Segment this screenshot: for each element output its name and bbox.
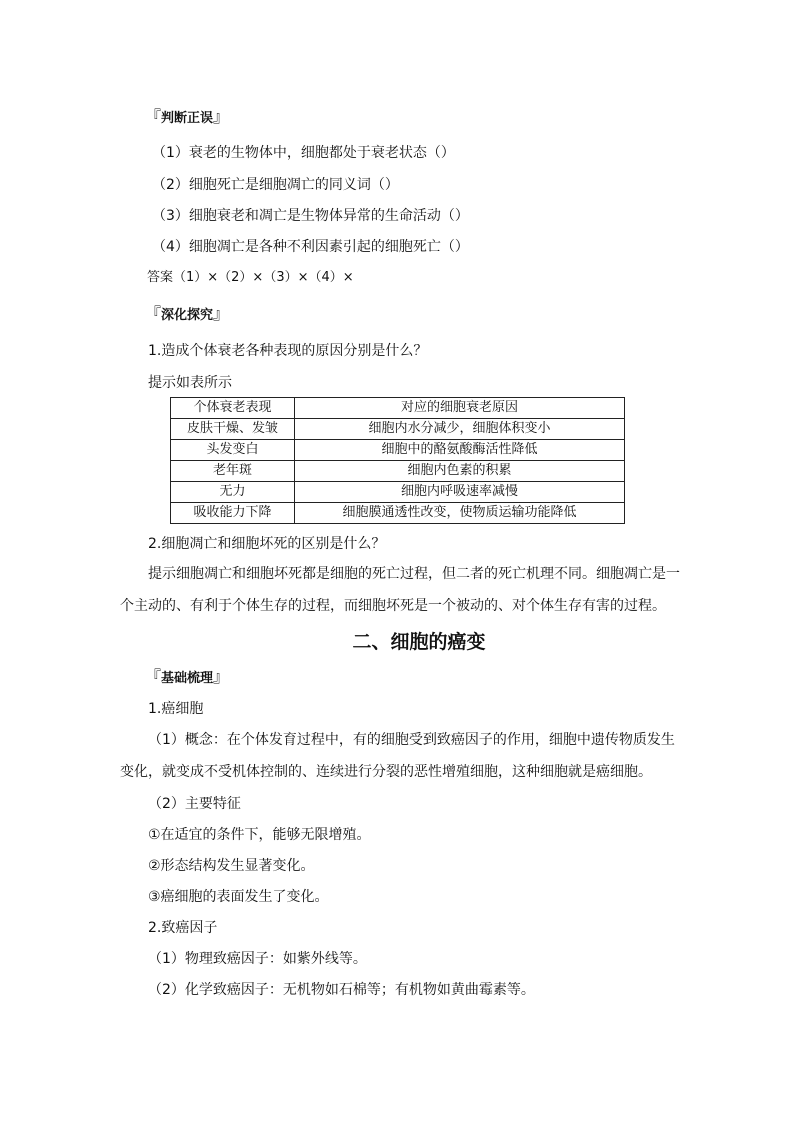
table-cell: 无力	[171, 482, 295, 503]
right-bracket-mark: 』	[213, 304, 230, 323]
left-bracket-mark: 『	[145, 667, 162, 686]
question-1: 1.造成个体衰老各种表现的原因分别是什么？	[148, 343, 428, 359]
judge-item-2: （2）细胞死亡是细胞凋亡的同义词（）	[152, 177, 399, 193]
section-title-text: 判断正误	[161, 111, 214, 126]
feature-item-1: ①在适宜的条件下，能够无限增殖。	[148, 827, 371, 843]
table-cell: 吸收能力下降	[171, 503, 295, 524]
table-cell: 皮肤干燥、发皱	[171, 419, 295, 440]
judge-item-4: （4）细胞凋亡是各种不利因素引起的细胞死亡（）	[152, 239, 469, 255]
factor-item-1: （1）物理致癌因子：如紫外线等。	[148, 951, 367, 967]
section-title-basics	[145, 667, 229, 689]
left-bracket-mark: 『	[145, 107, 162, 126]
factor-item-2: （2）化学致癌因子：无机物如石棉等；有机物如黄曲霉素等。	[148, 982, 535, 998]
concept-paragraph: （1）概念：在个体发育过程中，有的细胞受到致癌因子的作用，细胞中遗传物质发生变化，就变成不受机体控制的、连续进行分裂的恶性增殖细胞，这种细胞就是癌细胞。	[120, 732, 675, 780]
heading-cancer-cell: 1.癌细胞	[148, 701, 204, 717]
right-bracket-mark: 』	[213, 667, 230, 686]
section-title-text: 深化探究	[161, 308, 214, 323]
table-row	[171, 440, 625, 461]
feature-item-3: ③癌细胞的表面发生了变化。	[148, 889, 329, 905]
table-cell: 头发变白	[171, 440, 295, 461]
question-2: 2.细胞凋亡和细胞坏死的区别是什么？	[148, 536, 386, 552]
table-header-cell: 个体衰老表现	[171, 398, 295, 419]
hint-line: 提示如表所示	[148, 375, 232, 391]
features-label: （2）主要特征	[148, 796, 241, 812]
heading-carcinogens: 2.致癌因子	[148, 920, 218, 936]
judge-item-3: （3）细胞衰老和凋亡是生物体异常的生命活动（）	[152, 208, 469, 224]
feature-item-2: ②形态结构发生显著变化。	[148, 858, 315, 874]
table-header-row	[171, 398, 625, 419]
table-cell: 细胞内水分减少，细胞体积变小	[295, 419, 625, 440]
answer-line: 答案（1）×（2）×（3）×（4）×	[147, 270, 354, 285]
table-header-cell: 对应的细胞衰老原因	[295, 398, 625, 419]
chapter-title: 二、细胞的癌变	[352, 631, 486, 653]
table-cell: 老年斑	[171, 461, 295, 482]
judge-item-1: （1）衰老的生物体中，细胞都处于衰老状态（）	[152, 145, 455, 161]
table-cell: 细胞内色素的积累	[295, 461, 625, 482]
table-row	[171, 461, 625, 482]
section-title-judge	[145, 107, 229, 129]
table-row	[171, 419, 625, 440]
left-bracket-mark: 『	[145, 304, 162, 323]
table-cell: 细胞内呼吸速率减慢	[295, 482, 625, 503]
table-cell: 细胞膜通透性改变，使物质运输功能降低	[295, 503, 625, 524]
aging-table	[170, 397, 625, 524]
answer-2-paragraph: 提示细胞凋亡和细胞坏死都是细胞的死亡过程，但二者的死亡机理不同。细胞凋亡是一个主动的、有利于个体生存的过程，而细胞坏死是一个被动的、对个体生存有害的过程。	[120, 566, 680, 614]
table-row	[171, 503, 625, 524]
table-row	[171, 482, 625, 503]
right-bracket-mark: 』	[213, 107, 230, 126]
section-title-explore	[145, 304, 229, 326]
section-title-text: 基础梳理	[161, 671, 214, 686]
table-cell: 细胞中的酪氨酸酶活性降低	[295, 440, 625, 461]
